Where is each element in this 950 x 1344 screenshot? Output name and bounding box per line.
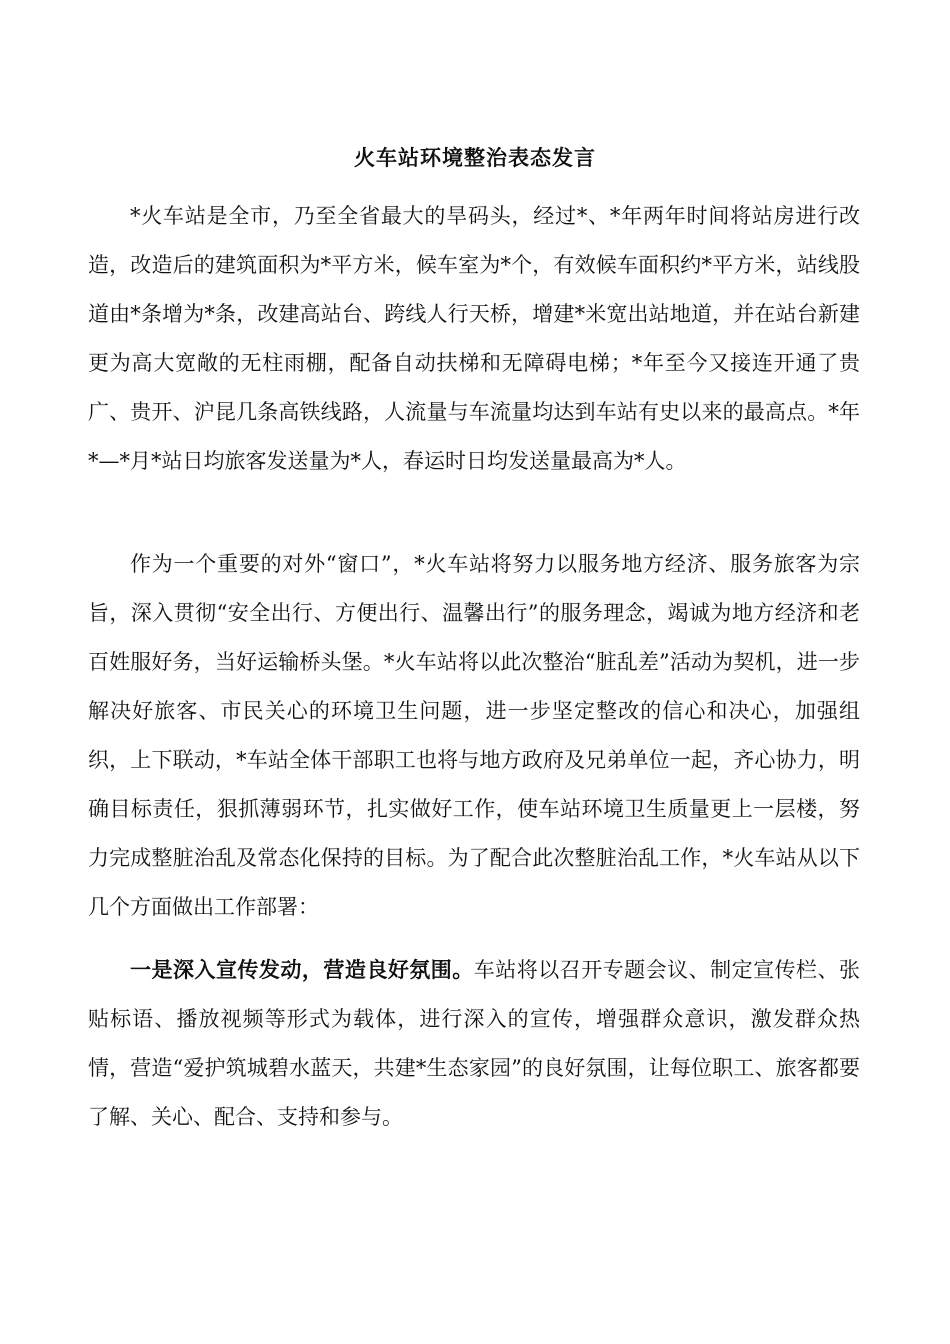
paragraph-3 [88, 945, 860, 1142]
paragraph-3-text: 车站将以召开专题会议、制定宣传栏、张贴标语、播放视频等形式为载体，进行深入的宣传，增强群众意识，激发群众热情，营造“爱护筑城碧水蓝天，共建*生态家园”的良好氛围，让每位职工、旅客都要了解、关心、配合、支持和参与。 [88, 958, 861, 1129]
paragraph-3-lead: 一是深入宣传发动，营造良好氛围。 [130, 957, 474, 982]
document-title: 火车站环境整治表态发言 [354, 145, 596, 170]
paragraph-2: 作为一个重要的对外“窗口”，*火车站将努力以服务地方经济、服务旅客为宗旨，深入贯彻“安全出行、方便出行、温馨出行”的服务理念，竭诚为地方经济和老百姓服好务，当好运输桥头堡。*火车站将以此次整治“脏乱差”活动为契机，进一步解决好旅客、市民关心的环境卫生问题，进一步坚定整改的信心和决心，加强组织，上下联动，*车站全体干部职工也将与地方政府及兄弟单位一起，齐心协力，明确目标责任，狠抓薄弱环节，扎实做好工作，使车站环境卫生质量更上一层楼，努力完成整脏治乱及常态化保持的目标。为了配合此次整脏治乱工作，*火车站从以下几个方面做出工作部署： [88, 552, 860, 919]
paragraph-1: *火车站是全市，乃至全省最大的旱码头，经过*、*年两年时间将站房进行改造，改造后的建筑面积为*平方米，候车室为*个，有效候车面积约*平方米，站线股道由*条增为*条，改建高站台、跨线人行天桥，增建*米宽出站地道，并在站台新建更为高大宽敞的无柱雨棚，配备自动扶梯和无障碍电梯；*年至今又接连开通了贵广、贵开、沪昆几条高铁线路，人流量与车流量均达到车站有史以来的最高点。*年*—*月*站日均旅客发送量为*人，春运时日均发送量最高为*人。 [88, 204, 860, 473]
